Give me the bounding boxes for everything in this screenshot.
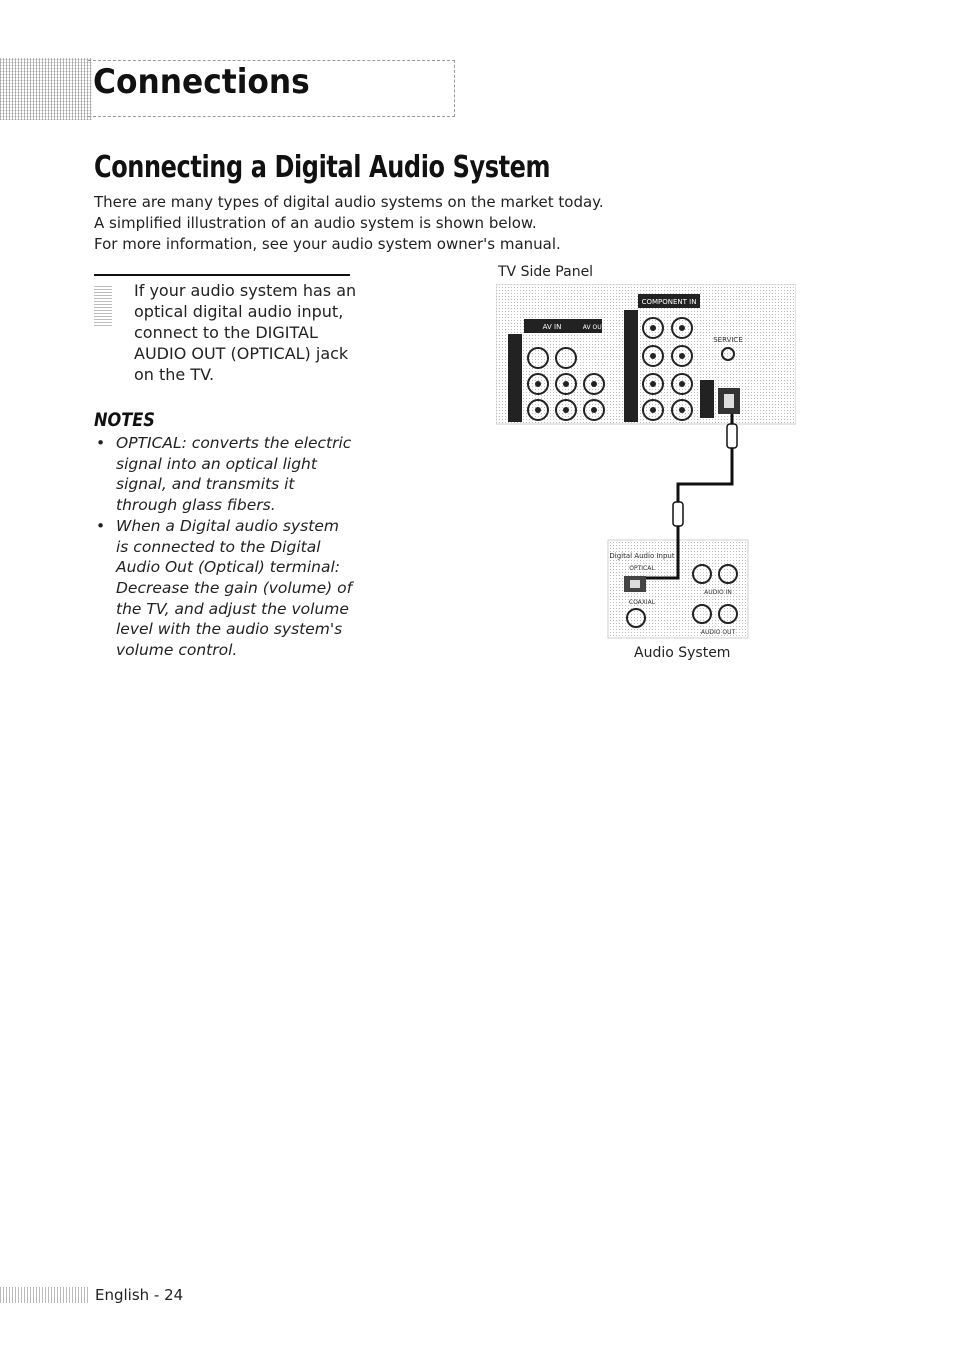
intro-line: There are many types of digital audio systems on the market today. [94,193,604,211]
step-text: If your audio system has an optical digital audio input, connect to the DIGITAL AUDIO OUT (OPTICAL) jack on the TV. [134,281,357,384]
coaxial-label: COAXIAL [628,599,656,606]
bullet-icon: • [96,434,106,452]
section-title: Connecting a Digital Audio System [94,150,551,185]
intro-line: For more information, see your audio system owner's manual. [94,235,561,253]
footer-pattern [0,1287,90,1303]
step-number-icon [94,284,112,326]
component-in-label: COMPONENT IN [641,298,697,306]
bullet-icon: • [96,516,106,535]
audio-out-label: AUDIO OUT [700,629,736,636]
intro-line: A simplified illustration of an audio system is shown below. [94,214,537,232]
digital-audio-input-label: Digital Audio Input [609,552,675,560]
audio-system-caption: Audio System [634,645,731,661]
notes-heading: NOTES [94,409,155,431]
notes-list [94,433,356,661]
header-banner [0,58,456,120]
page-title: Connections [93,62,310,102]
audio-in-label: AUDIO IN [704,589,732,596]
optical-label: OPTICAL [629,565,655,572]
service-label: SERVICE [713,336,743,344]
note-text: When a Digital audio system is connected to the Digital Audio Out (Optical) terminal: Decrease the gain (volume) of the TV, and adjust the volume level with the audio system's volume control. [116,516,353,660]
note-text: OPTICAL: converts the electric signal into an optical light signal, and transmits it through glass fibers. [116,434,352,515]
av-in-label: AV IN [542,323,562,331]
header-pattern [0,58,92,120]
intro-text [94,192,604,255]
page-number: English - 24 [95,1286,184,1304]
note-item [94,516,356,661]
av-out-label: AV OUT [582,324,606,331]
connection-diagram [496,284,796,644]
tv-panel-caption: TV Side Panel [498,264,594,280]
divider [94,274,350,276]
note-item [94,433,356,516]
